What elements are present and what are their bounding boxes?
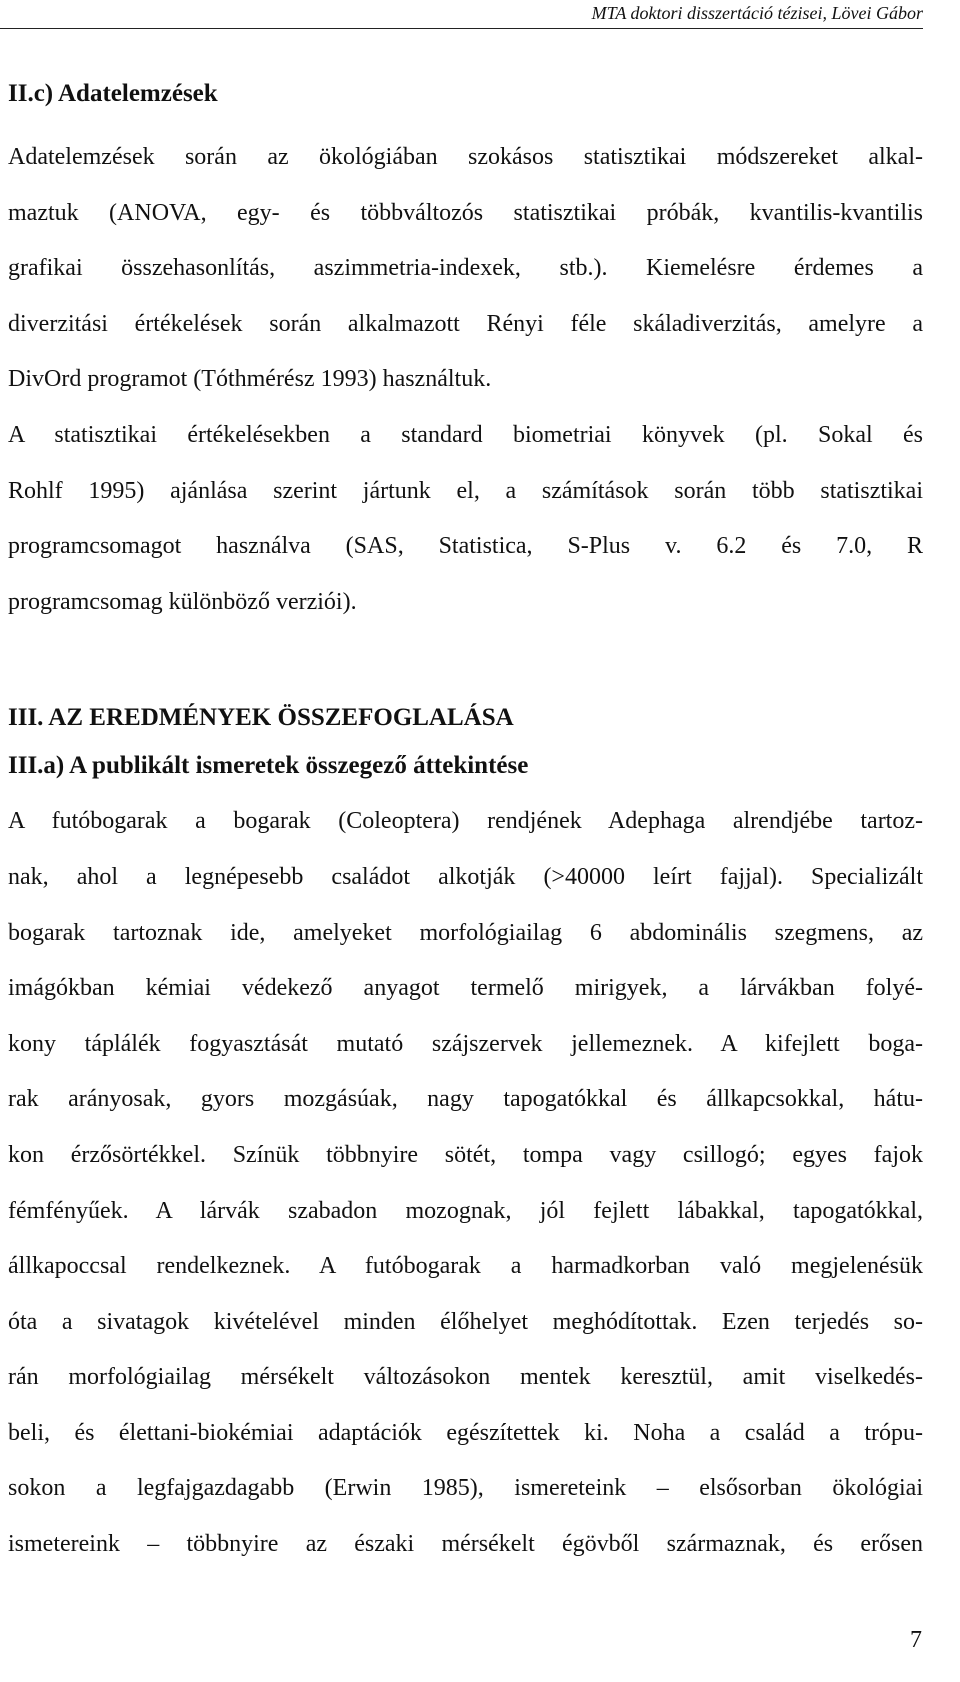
text-line: imágókban kémiai védekező anyagot termelő mirigyek, a lárvákban folyé- xyxy=(8,975,923,1002)
paragraph-adatelemzesek-1 xyxy=(8,130,923,408)
text-line: kon érzősörtékkel. Színük többnyire sötét, tompa vagy csillogó; egyes fajok xyxy=(8,1141,923,1168)
text-line: DivOrd programot (Tóthmérész 1993) használtuk. xyxy=(8,366,492,393)
text-line: beli, és élettani-biokémiai adaptációk egészítettek ki. Noha a család a trópu- xyxy=(8,1419,923,1446)
paragraph-adatelemzesek-2 xyxy=(8,408,923,630)
text-line: óta a sivatagok kivételével minden élőhelyet meghódítottak. Ezen terjedés so- xyxy=(8,1308,923,1335)
text-line: diverzitási értékelések során alkalmazott Rényi féle skáladiverzitás, amelyre a xyxy=(8,310,923,337)
text-line: fémfényűek. A lárvák szabadon mozognak, jól fejlett lábakkal, tapogatókkal, xyxy=(8,1197,923,1224)
text-line: bogarak tartoznak ide, amelyeket morfológiailag 6 abdominális szegmens, az xyxy=(8,919,923,946)
text-line: grafikai összehasonlítás, aszimmetria-indexek, stb.). Kiemelésre érdemes a xyxy=(8,255,923,282)
paragraph-futobogarak xyxy=(8,794,923,1572)
text-line: rán morfológiailag mérsékelt változásokon mentek keresztül, amit viselkedés- xyxy=(8,1364,923,1391)
text-line: programcsomag különböző verziói). xyxy=(8,588,357,615)
running-header xyxy=(0,0,923,29)
text-line: nak, ahol a legnépesebb családot alkotják (>40000 leírt fajjal). Specializált xyxy=(8,863,923,890)
text-line: A statisztikai értékelésekben a standard biometriai könyvek (pl. Sokal és xyxy=(8,421,923,448)
text-line: programcsomagot használva (SAS, Statistica, S-Plus v. 6.2 és 7.0, R xyxy=(8,533,923,560)
text-line: A futóbogarak a bogarak (Coleoptera) rendjének Adephaga alrendjébe tartoz- xyxy=(8,808,923,835)
text-line: sokon a legfajgazdagabb (Erwin 1985), ismereteink – elsősorban ökológiai xyxy=(8,1475,923,1502)
subsection-heading-publikalt-ismeretek: III.a) A publikált ismeretek összegező áttekintése xyxy=(8,752,529,780)
section-heading-adatelemzesek: II.c) Adatelemzések xyxy=(8,80,218,107)
text-line: maztuk (ANOVA, egy- és többváltozós statisztikai próbák, kvantilis-kvantilis xyxy=(8,199,923,226)
text-line: ismetereink – többnyire az északi mérsékelt égövből származnak, és erősen xyxy=(8,1531,923,1558)
text-line: kony táplálék fogyasztását mutató szájszervek jellemeznek. A kifejlett boga- xyxy=(8,1030,923,1057)
text-line: Adatelemzések során az ökológiában szokásos statisztikai módszereket alkal- xyxy=(8,144,923,170)
page-content xyxy=(8,70,923,1573)
text-line: állkapoccsal rendelkeznek. A futóbogarak a harmadkorban való megjelenésük xyxy=(8,1253,923,1280)
text-line: Rohlf 1995) ajánlása szerint jártunk el, a számítások során több statisztikai xyxy=(8,477,923,504)
section-heading-eredmenyek: III. AZ EREDMÉNYEK ÖSSZEFOGLALÁSA xyxy=(8,704,514,732)
running-title: MTA doktori disszertáció tézisei, Lövei Gábor xyxy=(591,3,923,23)
page-number: 7 xyxy=(910,1627,922,1653)
text-line: rak arányosak, gyors mozgásúak, nagy tapogatókkal és állkapcsokkal, hátu- xyxy=(8,1086,923,1113)
